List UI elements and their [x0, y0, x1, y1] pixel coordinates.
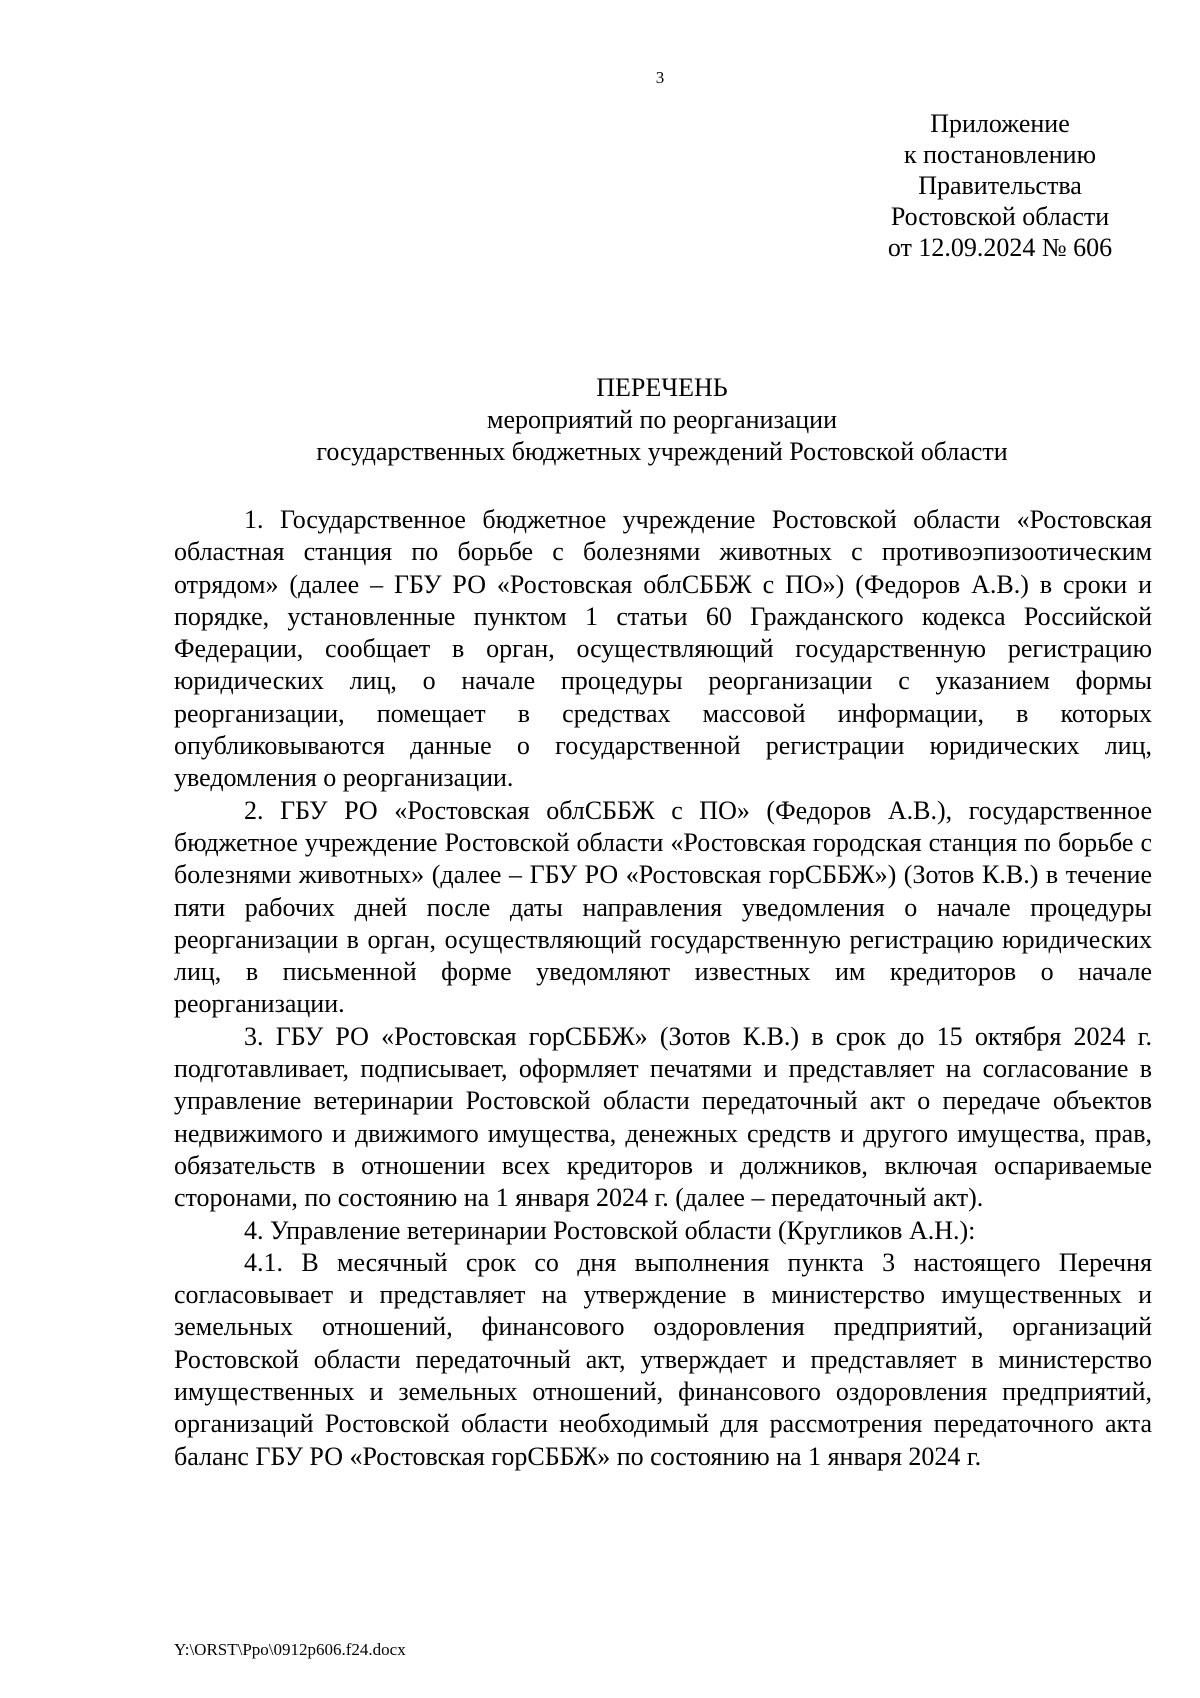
- appendix-line: Правительства: [918, 171, 1082, 200]
- appendix-line: к постановлению: [903, 140, 1097, 169]
- title-heading: ПЕРЕЧЕНЬ: [596, 373, 728, 402]
- appendix-line: Приложение: [930, 109, 1070, 138]
- paragraph-3: 3. ГБУ РО «Ростовская горСББЖ» (Зотов К.В.) в срок до 15 октября 2024 г. подготавливает, подписывает, оформляет печатями и представляет на согласование в управление ветеринарии Ростовской области передаточный акт о передаче объектов недвижимого и движимого имущества, денежных средств и другого имущества, прав, обязательств в отношении всех кредиторов и должников, включая оспариваемые сторонами, по состоянию на 1 января 2024 г. (далее – передаточный акт).: [174, 1021, 1152, 1213]
- title-subtitle: мероприятий по реорганизации: [486, 405, 837, 434]
- paragraph-4-1: 4.1. В месячный срок со дня выполнения пункта 3 настоящего Перечня согласовывает и представляет на утверждение в министерство имущественных и земельных отношений, финансового оздоровления предприятий, организаций Ростовской области передаточный акт, утверждает и представляет в министерство имущественных и земельных отношений, финансового оздоровления предприятий, организаций Ростовской области необходимый для рассмотрения передаточного акта баланс ГБУ РО «Ростовская горСББЖ» по состоянию на 1 января 2024 г.: [174, 1247, 1152, 1471]
- paragraph-2: 2. ГБУ РО «Ростовская облСББЖ с ПО» (Федоров А.В.), государственное бюджетное учреждение Ростовской области «Ростовская городская станция по борьбе с болезнями животных» (далее – ГБУ РО «Ростовская горСББЖ») (Зотов К.В.) в течение пяти рабочих дней после даты направления уведомления о начале процедуры реорганизации в орган, осуществляющий государственную регистрацию юридических лиц, в письменной форме уведомляют известных им кредиторов о начале реорганизации.: [174, 795, 1152, 1019]
- appendix-line: Ростовской области: [890, 202, 1110, 231]
- paragraph-4: 4. Управление ветеринарии Ростовской области (Кругликов А.Н.):: [244, 1215, 976, 1245]
- page-number: 3: [655, 68, 665, 87]
- paragraph-1: 1. Государственное бюджетное учреждение Ростовской области «Ростовская областная станция по борьбе с болезнями животных с противоэпизоотическим отрядом» (далее – ГБУ РО «Ростовская облСББЖ с ПО») (Федоров А.В.) в сроки и порядке, установленные пунктом 1 статьи 60 Гражданского кодекса Российской Федерации, сообщает в орган, осуществляющий государственную регистрацию юридических лиц, о начале процедуры реорганизации с указанием формы реорганизации, помещает в средствах массовой информации, в которых опубликовываются данные о государственной регистрации юридических лиц, уведомления о реорганизации.: [174, 505, 1152, 793]
- appendix-block: [820, 108, 1180, 263]
- appendix-line: от 12.09.2024 № 606: [887, 233, 1113, 262]
- document-title: [172, 372, 1152, 468]
- title-subtitle: государственных бюджетных учреждений Ростовской области: [316, 437, 1008, 466]
- footer-file-path: Y:\ORST\Ppo\0912p606.f24.docx: [174, 1640, 406, 1659]
- document-body: [174, 504, 1152, 1473]
